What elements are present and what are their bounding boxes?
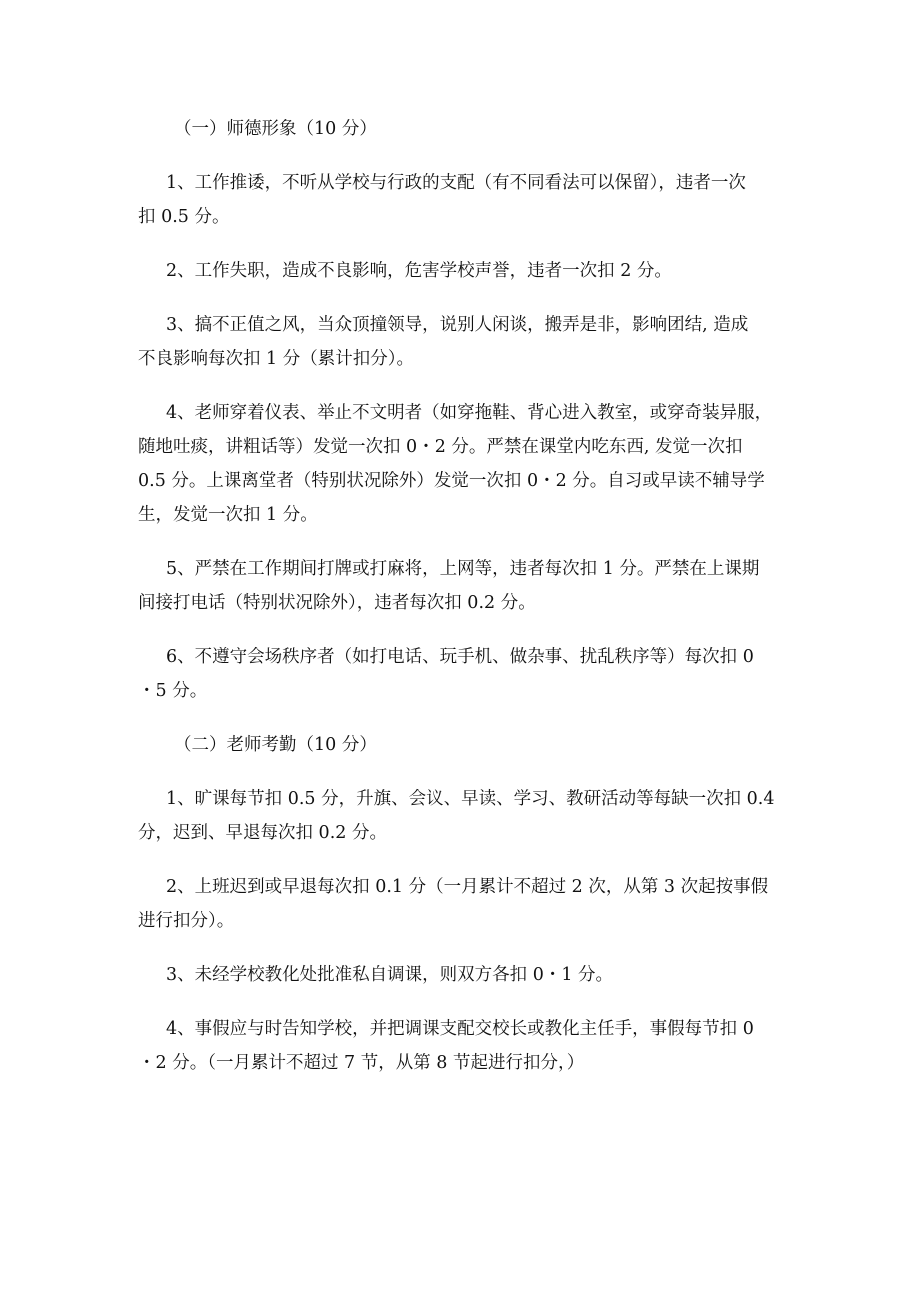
rule-line: 扣 0.5 分。 <box>138 207 230 227</box>
rule-item <box>138 640 798 708</box>
rule-line: 4、事假应与时告知学校，并把调课支配交校长或教化主任手，事假每节扣 0 <box>166 1019 754 1039</box>
rule-line: 随地吐痰，讲粗话等）发觉一次扣 0・2 分。严禁在课堂内吃东西, 发觉一次扣 <box>138 437 743 457</box>
rule-line: 0.5 分。上课离堂者（特别状况除外）发觉一次扣 0・2 分。自习或早读不辅导学 <box>138 471 765 491</box>
document-body <box>138 112 798 1100</box>
rule-line: 生，发觉一次扣 1 分。 <box>138 505 318 525</box>
section-heading <box>138 112 798 146</box>
rule-line: ・5 分。 <box>138 681 208 701</box>
rule-line: 1、旷课每节扣 0.5 分，升旗、会议、早读、学习、教研活动等每缺一次扣 0.4 <box>166 789 775 809</box>
rule-line: 2、工作失职，造成不良影响，危害学校声誉，违者一次扣 2 分。 <box>166 261 672 281</box>
rule-item <box>138 308 798 376</box>
rule-item <box>138 1012 798 1080</box>
rule-line: 5、严禁在工作期间打牌或打麻将，上网等，违者每次扣 1 分。严禁在上课期 <box>166 559 760 579</box>
rule-line: 4、老师穿着仪表、举止不文明者（如穿拖鞋、背心进入教室，或穿奇装异服， <box>166 403 773 423</box>
rule-item <box>138 958 798 992</box>
section-heading <box>138 728 798 762</box>
rule-line: ・2 分。（一月累计不超过 7 节，从第 8 节起进行扣分，） <box>138 1053 585 1073</box>
rule-line: 6、不遵守会场秩序者（如打电话、玩手机、做杂事、扰乱秩序等）每次扣 0 <box>166 647 754 667</box>
rule-line: 间接打电话（特别状况除外），违者每次扣 0.2 分。 <box>138 593 536 613</box>
rule-line: 进行扣分）。 <box>138 911 235 931</box>
rule-item <box>138 870 798 938</box>
rule-line: 2、上班迟到或早退每次扣 0.1 分（一月累计不超过 2 次，从第 3 次起按事假 <box>166 877 769 897</box>
rule-item <box>138 254 798 288</box>
section-heading-text: （二）老师考勤（10 分） <box>174 735 377 755</box>
rule-item <box>138 166 798 234</box>
rule-line: 3、未经学校教化处批准私自调课，则双方各扣 0・1 分。 <box>166 965 614 985</box>
rule-item <box>138 782 798 850</box>
rule-line: 3、搞不正值之风，当众顶撞领导，说别人闲谈，搬弄是非，影响团结, 造成 <box>166 315 749 335</box>
rule-item <box>138 396 798 532</box>
rule-line: 1、工作推诿，不听从学校与行政的支配（有不同看法可以保留），违者一次 <box>166 173 746 193</box>
section-heading-text: （一）师德形象（10 分） <box>174 119 377 139</box>
rule-line: 不良影响每次扣 1 分（累计扣分）。 <box>138 349 415 369</box>
rule-item <box>138 552 798 620</box>
rule-line: 分，迟到、早退每次扣 0.2 分。 <box>138 823 387 843</box>
